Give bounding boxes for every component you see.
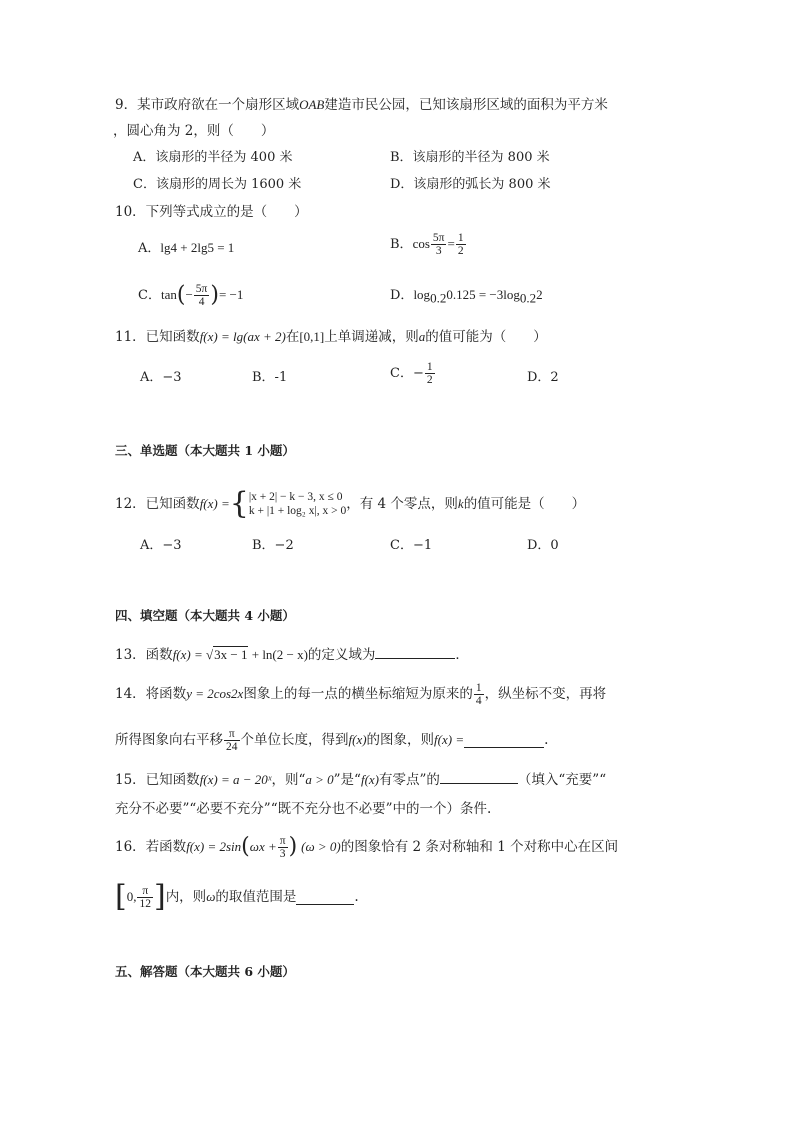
q10-c-minus: −: [185, 287, 193, 302]
q16-line1: [115, 833, 618, 861]
q12-brace: {: [229, 486, 249, 521]
q14-fx2: f(x) =: [434, 732, 465, 747]
section-5-heading: 五、解答题（本大题共 6 小题）: [115, 964, 295, 979]
q16-text-a: 16．若函数: [115, 839, 187, 855]
q14-text-d: 所得图象向右平移: [115, 732, 223, 748]
q10-d-mid: 0.125 = −3log: [446, 287, 520, 302]
q9-option-d: D．该扇形的弧长为 800 米: [390, 177, 551, 192]
q14-pi-den: 24: [226, 740, 238, 753]
q13-expr-b: + ln(2 − x): [248, 647, 308, 662]
q16-interval-a: 0,: [126, 889, 137, 904]
q16-expr-a: f(x) = 2sin: [186, 839, 242, 854]
q10-b-den: 3: [435, 245, 442, 257]
section-3-heading: 三、单选题（本大题共 1 小题）: [115, 443, 295, 458]
q16-lbracket: [: [115, 879, 127, 914]
q11-option-d: D．2: [527, 370, 559, 385]
q12-option-a: A．−3: [140, 538, 182, 553]
q16-line2: [115, 880, 359, 914]
q10-d-end: 2: [536, 287, 543, 302]
q13-text-a: 13．函数: [115, 647, 173, 663]
q13-line: [115, 644, 469, 665]
q11-option-c: [390, 361, 436, 386]
q14-frac-den: 4: [475, 694, 482, 707]
q10-c-prefix: C．: [138, 288, 161, 303]
q11-c-num: 1: [426, 361, 433, 373]
q9-stem-line1: [115, 95, 608, 115]
q12-option-c: C．−1: [390, 538, 433, 553]
q16-int-den: 12: [139, 897, 151, 910]
q15-text-b: ，则“: [271, 772, 306, 788]
q10-b-rfrac: [456, 232, 466, 257]
q16-end: .: [354, 889, 359, 905]
q16-rbracket: ]: [153, 879, 166, 914]
q15-line2: 充分不必要”“必要不充分”“既不充分也不必要”中的一个）条件.: [115, 801, 492, 817]
q14-expr: y = 2cos2x: [186, 686, 244, 701]
q15-text-e: （填入“充要”“: [517, 772, 607, 788]
q11-c-den: 2: [426, 374, 433, 386]
q10-c-frac: [194, 283, 210, 308]
q10-c-tail: = −1: [218, 287, 244, 302]
q10-d-base2: 0.2: [519, 290, 537, 306]
q10-b-rden: 2: [457, 245, 464, 257]
q14-frac: [474, 682, 484, 707]
q11-text-d: 的值可能为（ ）: [425, 329, 547, 345]
q11-text-a: 11．已知函数: [115, 329, 200, 345]
q9-stem-line2: ，圆心角为 2，则（ ）: [113, 123, 275, 139]
q16-int-frac: [137, 885, 153, 910]
q10-b-prefix: B．: [390, 237, 413, 252]
q13-sqrt: √3x − 1: [206, 647, 248, 662]
q14-line2: [115, 727, 548, 753]
q11-c-prefix: C．−: [390, 366, 424, 381]
q12-piece-2: k + |1 + log₂ x|, x > 0: [248, 505, 347, 517]
q13-end: ．: [455, 647, 469, 663]
section-4-heading: 四、填空题（本大题共 4 小题）: [115, 608, 295, 623]
q12-option-d: D．0: [527, 538, 559, 553]
q14-line1: [115, 681, 606, 707]
q13-expr-a: f(x) =: [172, 647, 206, 662]
q14-fx1: f(x): [348, 732, 367, 747]
q15-answer-blank[interactable]: [440, 769, 518, 784]
q9-text-b: 建造市民公园，已知该扇形区域的面积为平方米: [324, 97, 608, 113]
q10-b-rnum: 1: [457, 232, 464, 244]
q13-answer-blank[interactable]: [375, 644, 455, 659]
q10-option-a: [138, 238, 234, 259]
q10-a-expr: lg4 + 2lg5 = 1: [160, 240, 235, 255]
q11-option-b: B．-1: [252, 370, 288, 385]
q14-frac-num: 1: [475, 681, 482, 694]
q12-stem: [115, 486, 585, 522]
q15-line1: [115, 769, 606, 790]
q9-option-b: B．该扇形的半径为 800 米: [390, 150, 550, 165]
q16-cond: (ω > 0): [301, 839, 341, 854]
q10-d-prefix: D．: [390, 288, 414, 303]
q11-interval: [0,1]: [299, 329, 325, 344]
q10-b-num: 5π: [432, 232, 445, 244]
q16-rparen: ): [288, 834, 298, 859]
q16-answer-blank[interactable]: [296, 890, 354, 905]
q11-text-c: 上单调递减，则: [324, 329, 419, 345]
q16-omega2: ω: [206, 889, 216, 904]
q15-fx: f(x): [360, 772, 379, 787]
q10-c-lparen: (: [176, 282, 186, 308]
q14-answer-blank[interactable]: [464, 733, 544, 748]
q14-text-e: 个单位长度，得到: [240, 732, 349, 748]
q11-var-a: a: [418, 329, 426, 344]
q14-pi-num: π: [224, 728, 240, 741]
q9-oab: OAB: [299, 97, 325, 112]
q11-option-a: A．−3: [140, 370, 182, 385]
q16-frac-num: π: [279, 834, 286, 847]
q10-b-frac: [431, 232, 447, 257]
q16-lparen: (: [241, 834, 250, 859]
q9-text-a: 9．某市政府欲在一个扇形区域: [115, 97, 300, 113]
q11-c-frac: [425, 361, 435, 386]
q14-text-a: 14．将函数: [115, 686, 187, 702]
q16-frac-den: 3: [279, 847, 286, 860]
q14-text-b: 图象上的每一点的横坐标缩短为原来的: [243, 686, 473, 702]
q15-text-c: ”是“: [333, 772, 361, 788]
q12-lhs: f(x) =: [199, 496, 230, 511]
q15-expr: f(x) = a − 20ˣ: [199, 772, 272, 787]
q12-text-c: 的值可能是（ ）: [463, 496, 586, 512]
q15-text-d: 有零点”的: [379, 772, 440, 788]
q10-c-num: 5π: [195, 283, 208, 295]
q16-text-b: 的图象恰有 2 条对称轴和 1 个对称中心在区间: [340, 839, 619, 855]
q10-stem: 10．下列等式成立的是（ ）: [115, 204, 308, 220]
q11-expr: f(x) = lg(ax + 2): [199, 329, 286, 344]
q9-option-c: C．该扇形的周长为 1600 米: [133, 177, 302, 192]
q15-text-a: 15．已知函数: [115, 772, 200, 788]
q14-pi-frac: [224, 728, 240, 753]
q16-omega: ωx +: [249, 839, 277, 854]
q10-d-base1: 0.2: [430, 290, 447, 306]
q10-c-func: tan: [160, 287, 177, 302]
q10-c-den: 4: [198, 296, 205, 308]
q13-sqrt-content: 3x − 1: [214, 647, 248, 662]
q12-text-a: 12．已知函数: [115, 496, 200, 512]
q14-text-f: 的图象，则: [366, 732, 435, 748]
q10-option-d: [390, 285, 543, 309]
q16-text-c: 内，则: [165, 889, 207, 905]
q16-text-d: 的取值范围是: [215, 889, 297, 905]
q12-piece-1: |x + 2| − k − 3, x ≤ 0: [248, 491, 343, 503]
q10-option-b: [390, 232, 467, 257]
q10-d-log1: log: [413, 287, 431, 302]
q12-pieces: [249, 490, 346, 518]
q9-option-a: A．该扇形的半径为 400 米: [133, 150, 293, 165]
q10-a-prefix: A．: [138, 241, 161, 256]
q10-b-func: cos: [412, 236, 430, 251]
q10-option-c: [138, 283, 243, 308]
q14-text-c: ，纵坐标不变，再将: [484, 686, 607, 702]
q10-c-rparen: ): [210, 282, 219, 308]
q12-option-b: B．−2: [252, 538, 294, 553]
q13-text-b: 的定义域为: [307, 647, 376, 663]
q12-text-b: ，有 4 个零点，则: [346, 496, 458, 512]
q16-int-num: π: [137, 885, 153, 898]
q16-frac: [278, 835, 288, 860]
q14-end: .: [544, 732, 549, 748]
q11-text-b: 在: [285, 329, 300, 345]
q10-b-eq: =: [447, 236, 455, 251]
q15-cond: a > 0: [305, 772, 334, 787]
q12-var-k: k: [457, 496, 464, 511]
q11-stem: [115, 327, 547, 347]
